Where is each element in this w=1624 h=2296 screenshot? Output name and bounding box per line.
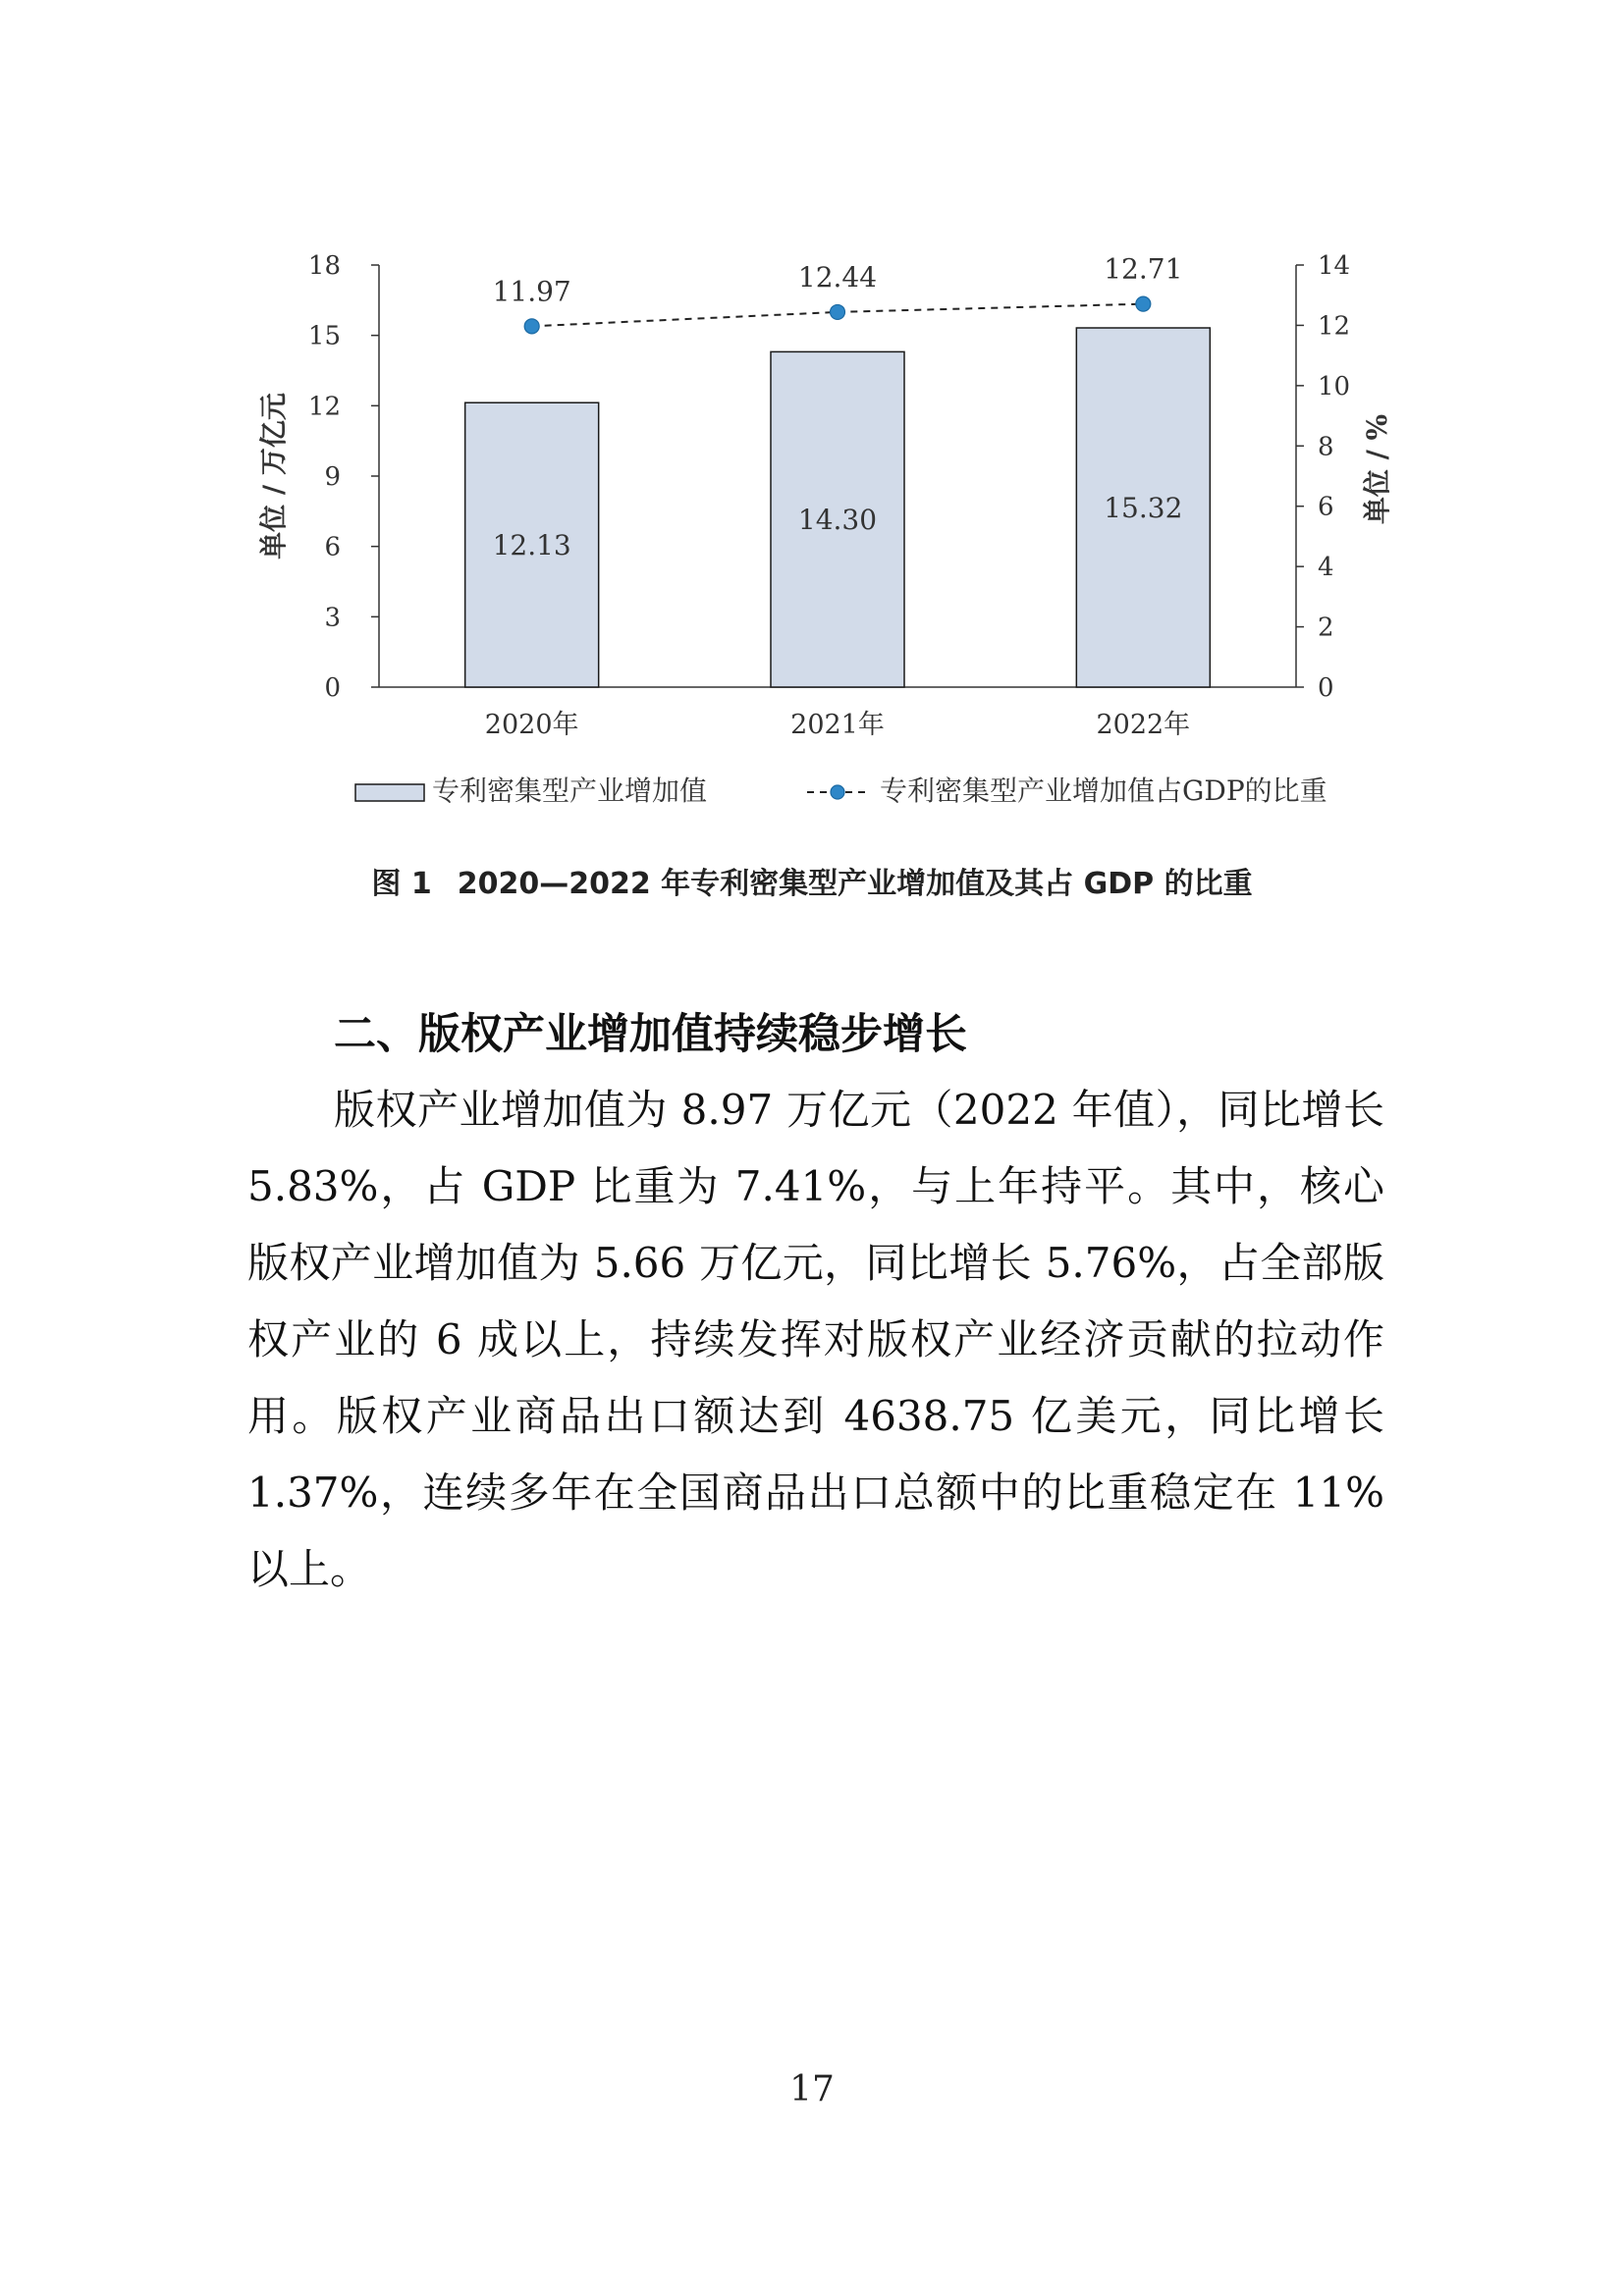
y-left-tick-label: 6: [324, 532, 341, 562]
y-right-tick-label: 14: [1318, 251, 1351, 281]
chart: [0, 0, 1624, 844]
legend-bar-swatch: [355, 784, 424, 801]
y-right-tick-label: 0: [1318, 673, 1334, 703]
ratio-point: [524, 319, 539, 334]
figure-caption: [0, 859, 1624, 902]
ratio-value-label: 12.71: [1104, 252, 1183, 286]
plot-area: [257, 251, 1393, 740]
figure-number: 图 1: [371, 867, 432, 901]
y-left-tick-label: 18: [307, 251, 341, 281]
bar-value-label: 12.13: [492, 529, 571, 562]
y-right-tick-label: 8: [1318, 432, 1334, 462]
y-left-tick-label: 0: [324, 673, 341, 703]
y-axis-right-title: 单位 / %: [1361, 413, 1393, 525]
y-right-tick-label: 12: [1318, 311, 1351, 342]
legend-line-label: 专利密集型产业增加值占GDP的比重: [880, 774, 1327, 807]
legend: [355, 774, 1327, 807]
y-left-tick-label: 9: [324, 462, 341, 492]
bar-value-label: 15.32: [1104, 492, 1183, 525]
ratio-point: [1136, 296, 1151, 311]
bar-value-label: 14.30: [797, 504, 878, 537]
legend-line-marker: [831, 785, 844, 799]
x-tick-label: 2020年: [484, 710, 579, 740]
y-left-tick-label: 15: [307, 321, 341, 351]
y-axis-left-title: 单位 / 万亿元: [257, 393, 290, 560]
ratio-value-label: 11.97: [492, 275, 571, 308]
page-number: 17: [789, 2069, 835, 2109]
y-right-tick-label: 6: [1318, 492, 1334, 522]
ratio-point: [831, 304, 845, 319]
section-heading: 二、版权产业增加值持续稳步增长: [334, 1010, 967, 1059]
legend-bar-label: 专利密集型产业增加值: [432, 774, 708, 807]
figure-caption-text: 2020—2022 年专利密集型产业增加值及其占 GDP 的比重: [457, 867, 1253, 901]
y-left-tick-label: 12: [307, 392, 341, 422]
y-right-tick-label: 2: [1318, 613, 1334, 643]
body-paragraph: 版权产业增加值为 8.97 万亿元（2022 年值），同比增长 5.83%，占 GDP 比重为 7.41%，与上年持平。其中，核心版权产业增加值为 5.66 万亿元，同比增长 5.76%，占全部版权产业的 6 成以上，持续发挥对版权产业经济贡献的拉动作用。版权产业商品出口额达到 4638.75 亿美元，同比增长 1.37%，连续多年在全国商品出口总额中的比重稳定在 11%以上。: [247, 1086, 1384, 1593]
x-tick-label: 2021年: [790, 710, 885, 740]
ratio-value-label: 12.44: [797, 260, 878, 294]
x-tick-label: 2022年: [1096, 710, 1191, 740]
y-left-tick-label: 3: [324, 603, 341, 633]
y-right-tick-label: 10: [1318, 371, 1351, 401]
y-right-tick-label: 4: [1318, 553, 1334, 583]
